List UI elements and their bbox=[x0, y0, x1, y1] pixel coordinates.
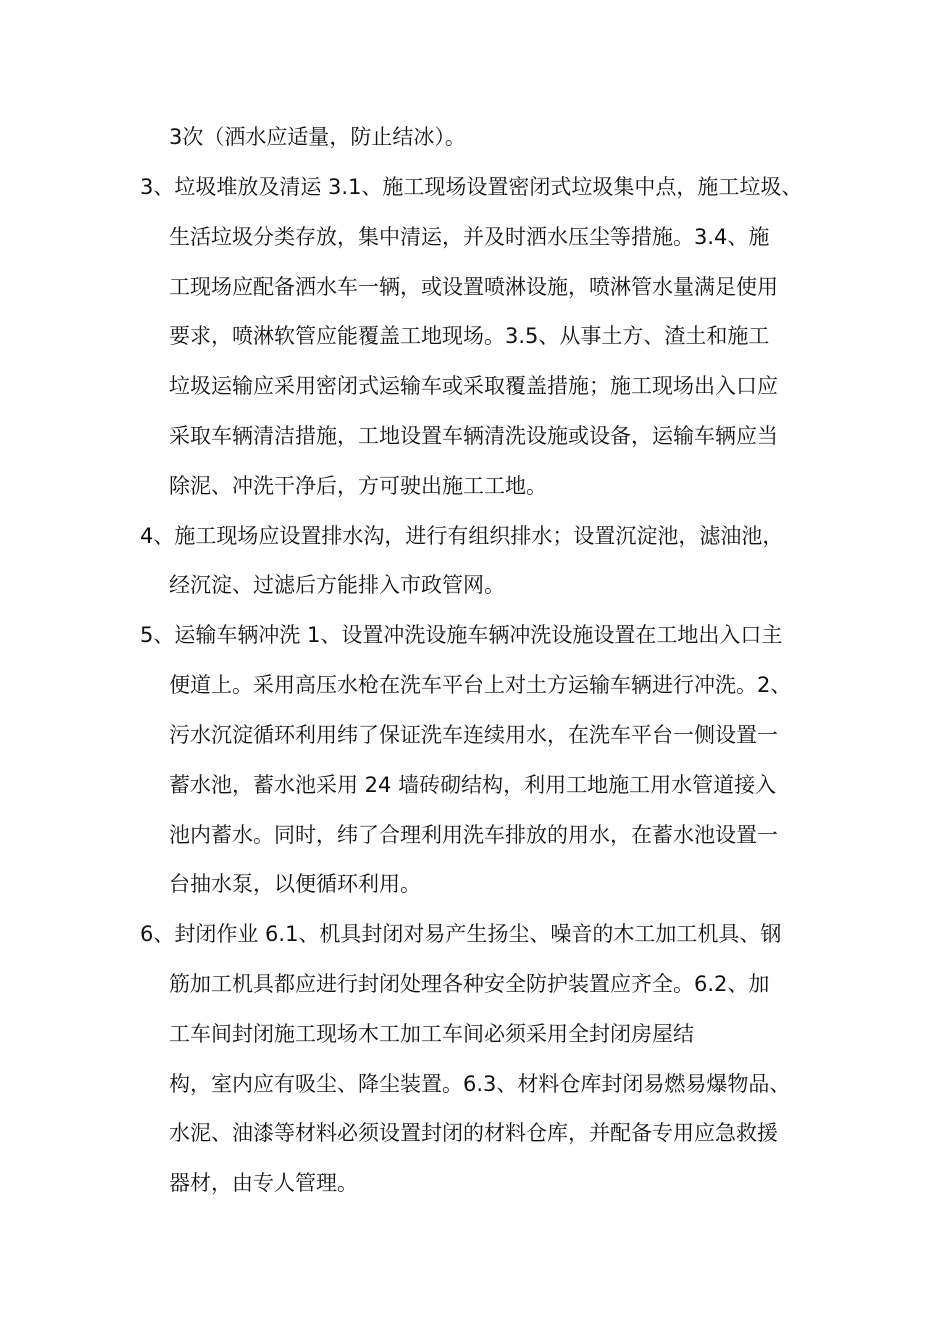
numbered-item-5: 5、运输车辆冲洗 1、设置冲洗设施车辆冲洗设施设置在工地出入口主 bbox=[140, 623, 783, 647]
text-line: 构，室内应有吸尘、降尘装置。6.3、材料仓库封闭易燃易爆物品、 bbox=[169, 1072, 791, 1096]
text-line: 蓄水池，蓄水池采用 24 墙砖砌结构，利用工地施工用水管道接入 bbox=[169, 773, 777, 797]
text-line: 垃圾运输应采用密闭式运输车或采取覆盖措施；施工现场出入口应 bbox=[169, 374, 778, 398]
text-line: 水泥、油漆等材料必须设置封闭的材料仓库，并配备专用应急救援 bbox=[169, 1121, 778, 1145]
text-line: 工车间封闭施工现场木工加工车间必须采用全封闭房屋结 bbox=[169, 1022, 694, 1046]
text-line: 池内蓄水。同时，纬了合理利用洗车排放的用水，在蓄水池设置一 bbox=[169, 823, 778, 847]
text-line: 除泥、冲洗干净后，方可驶出施工工地。 bbox=[169, 474, 547, 498]
numbered-item-3: 3、垃圾堆放及清运 3.1、施工现场设置密闭式垃圾集中点，施工垃圾、 bbox=[140, 175, 803, 199]
text-line: 经沉淀、过滤后方能排入市政管网。 bbox=[169, 573, 505, 597]
text-line: 生活垃圾分类存放，集中清运，并及时洒水压尘等措施。3.4、施 bbox=[169, 225, 770, 249]
text-line: 工现场应配备洒水车一辆，或设置喷淋设施，喷淋管水量满足使用 bbox=[169, 275, 778, 299]
text-line: 3次（洒水应适量，防止结冰）。 bbox=[169, 125, 466, 149]
text-line: 便道上。采用高压水枪在洗车平台上对土方运输车辆进行冲洗。2、 bbox=[169, 673, 792, 697]
text-line: 台抽水泵，以便循环利用。 bbox=[169, 872, 421, 896]
text-line: 污水沉淀循环利用纬了保证洗车连续用水，在洗车平台一侧设置一 bbox=[169, 723, 778, 747]
text-line: 采取车辆清洁措施，工地设置车辆清洗设施或设备，运输车辆应当 bbox=[169, 424, 778, 448]
text-line: 器材，由专人管理。 bbox=[169, 1171, 358, 1195]
text-line: 筋加工机具都应进行封闭处理各种安全防护装置应齐全。6.2、加 bbox=[169, 972, 770, 996]
numbered-item-4: 4、施工现场应设置排水沟，进行有组织排水；设置沉淀池，滤油池， bbox=[140, 524, 784, 548]
text-line: 要求，喷淋软管应能覆盖工地现场。3.5、从事土方、渣土和施工 bbox=[169, 324, 770, 348]
numbered-item-6: 6、封闭作业 6.1、机具封闭对易产生扬尘、噪音的木工加工机具、钢 bbox=[140, 922, 782, 946]
